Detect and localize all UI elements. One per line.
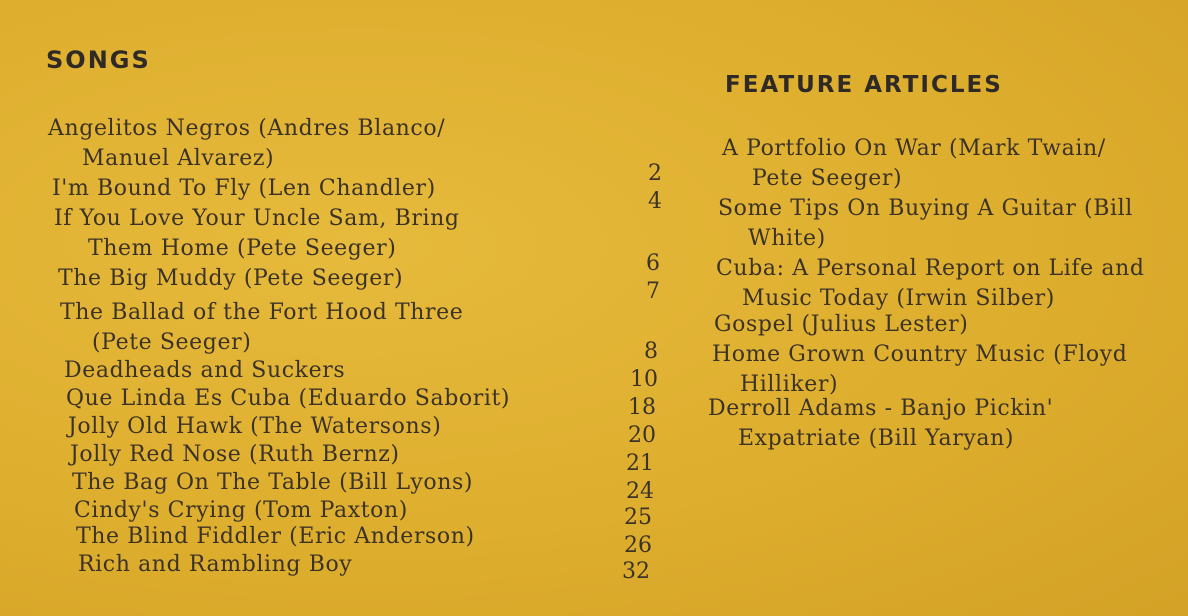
song-title-continued: (Pete Seeger)	[92, 330, 252, 355]
feature-title: Home Grown Country Music (Floyd	[712, 342, 1128, 367]
song-title: Angelitos Negros (Andres Blanco/	[48, 116, 446, 141]
feature-title-continued: Hilliker)	[740, 372, 839, 397]
feature-title: Some Tips On Buying A Guitar (Bill	[718, 196, 1133, 221]
song-title: The Blind Fiddler (Eric Anderson)	[76, 524, 475, 549]
song-title: The Big Muddy (Pete Seeger)	[58, 266, 404, 291]
song-entry-angelitos-negros	[48, 114, 445, 174]
song-page-number: 8	[644, 339, 658, 364]
song-entry-bag-on-the-table	[72, 468, 473, 498]
song-page-number: 6	[646, 251, 660, 276]
song-entry-jolly-red-nose	[70, 440, 400, 470]
song-page-number: 24	[626, 479, 654, 504]
feature-title: Derroll Adams - Banjo Pickin'	[708, 396, 1054, 421]
song-entry-big-muddy	[58, 264, 403, 294]
song-title: Que Linda Es Cuba (Eduardo Saborit)	[66, 386, 511, 411]
song-title: Jolly Old Hawk (The Watersons)	[68, 414, 442, 439]
song-entry-im-bound-to-fly	[52, 174, 436, 204]
song-title: Cindy's Crying (Tom Paxton)	[74, 498, 408, 523]
feature-title: Cuba: A Personal Report on Life and	[716, 256, 1145, 281]
feature-title-continued: Expatriate (Bill Yaryan)	[738, 426, 1015, 451]
song-page-number: 21	[626, 451, 654, 476]
feature-entry-cuba-report	[716, 254, 1145, 314]
song-entry-blind-fiddler	[76, 522, 475, 552]
song-entry-que-linda-es-cuba	[66, 384, 510, 414]
song-page-number: 32	[622, 559, 650, 584]
song-title-continued: Them Home (Pete Seeger)	[88, 236, 397, 261]
song-title: The Ballad of the Fort Hood Three	[60, 300, 464, 325]
song-entry-fort-hood-three	[60, 298, 463, 358]
feature-entry-gospel	[714, 310, 968, 340]
feature-entry-portfolio-on-war	[722, 134, 1106, 194]
feature-title-continued: Music Today (Irwin Silber)	[742, 286, 1055, 311]
song-page-number: 10	[630, 367, 658, 392]
song-title: Jolly Red Nose (Ruth Bernz)	[70, 442, 400, 467]
song-title: The Bag On The Table (Bill Lyons)	[72, 470, 474, 495]
feature-title-continued: Pete Seeger)	[752, 166, 903, 191]
song-title: If You Love Your Uncle Sam, Bring	[54, 206, 460, 231]
feature-title-continued: White)	[748, 226, 826, 251]
song-title: Deadheads and Suckers	[64, 358, 346, 383]
feature-title: Gospel (Julius Lester)	[714, 312, 969, 337]
song-title: Rich and Rambling Boy	[78, 552, 353, 577]
song-title-continued: Manuel Alvarez)	[82, 146, 275, 171]
feature-entry-derroll-adams	[708, 394, 1053, 454]
feature-entry-guitar-tips	[718, 194, 1133, 254]
feature-articles-heading: FEATURE ARTICLES	[725, 72, 1003, 98]
feature-entry-country-music	[712, 340, 1127, 400]
song-page-number: 7	[646, 279, 660, 304]
song-entry-jolly-old-hawk	[68, 412, 441, 442]
song-page-number: 25	[624, 505, 652, 530]
songs-heading: SONGS	[46, 46, 151, 74]
song-page-number: 2	[648, 161, 662, 186]
song-page-number: 20	[628, 423, 656, 448]
song-entry-rich-and-rambling-boy	[78, 550, 352, 580]
song-entry-uncle-sam	[54, 204, 460, 264]
song-entry-deadheads-and-suckers	[64, 356, 345, 386]
song-page-number: 26	[624, 533, 652, 558]
song-page-number: 18	[628, 395, 656, 420]
feature-title: A Portfolio On War (Mark Twain/	[722, 136, 1106, 161]
song-title: I'm Bound To Fly (Len Chandler)	[52, 176, 436, 201]
song-page-number: 4	[648, 189, 662, 214]
